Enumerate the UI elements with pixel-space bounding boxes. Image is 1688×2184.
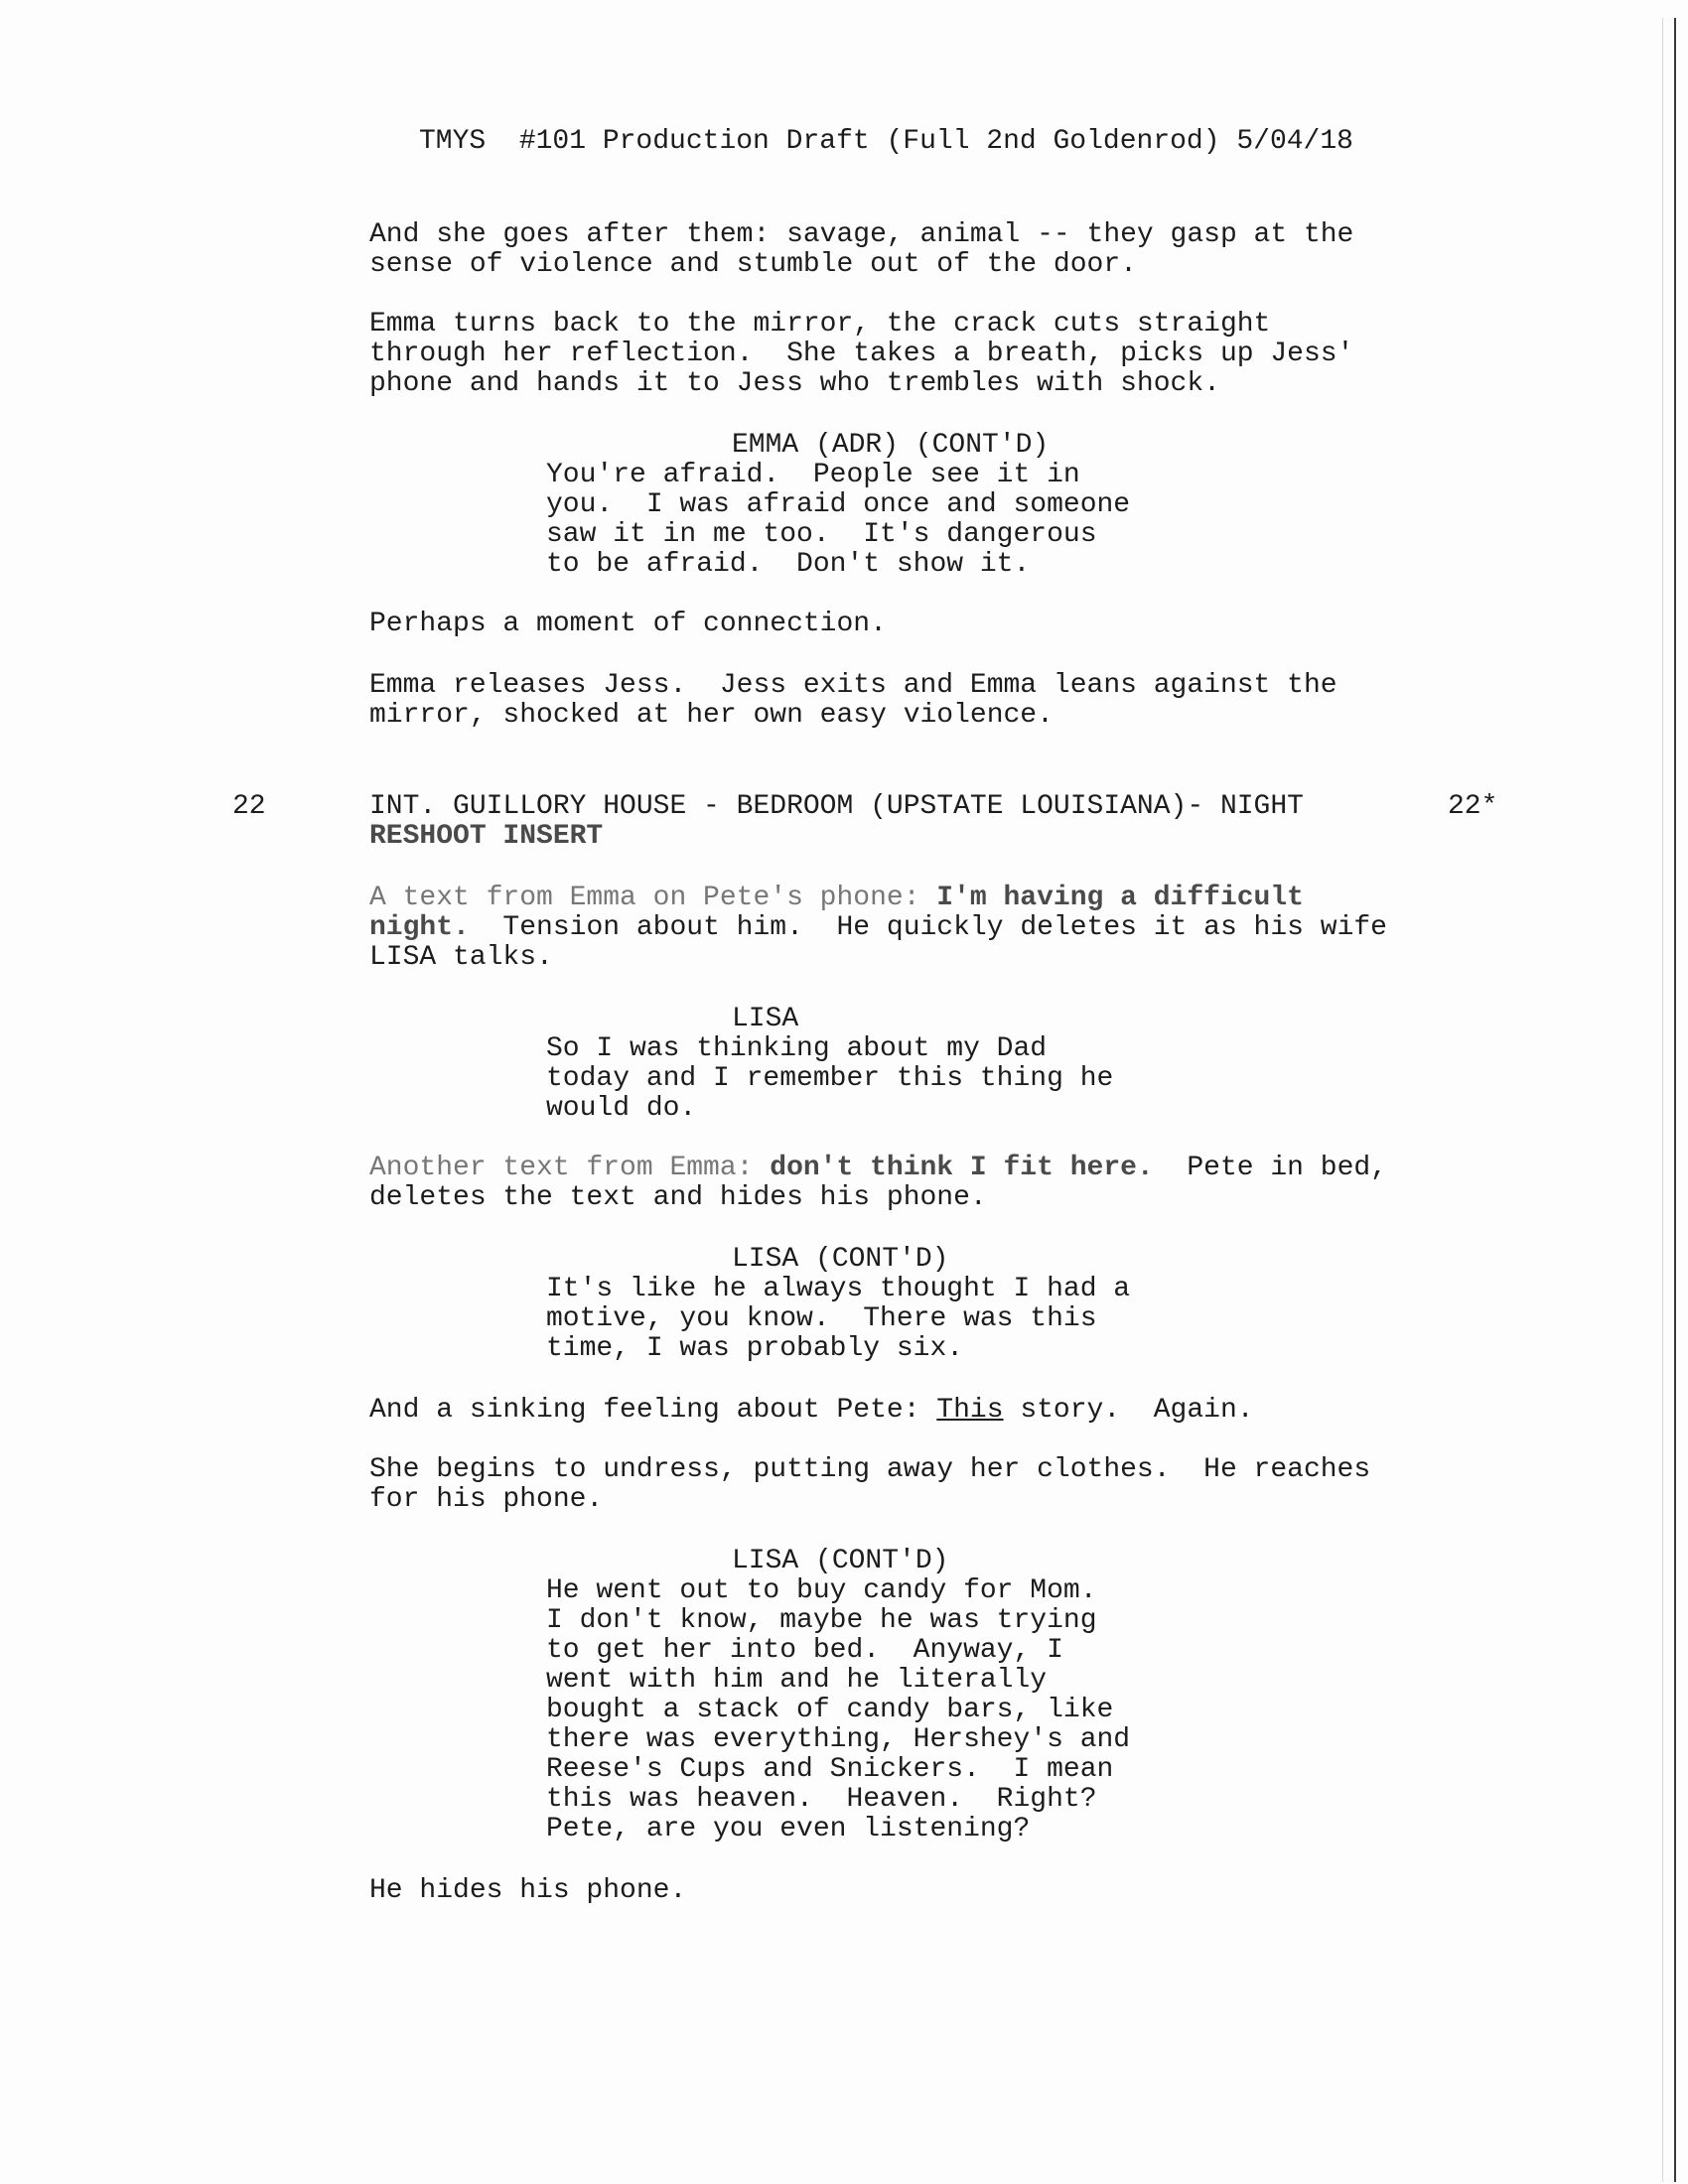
action-line: for his phone. bbox=[369, 1484, 604, 1515]
dialogue-line: Reese's Cups and Snickers. I mean bbox=[546, 1754, 1114, 1785]
text-message-intro: Another text from Emma: bbox=[369, 1153, 771, 1183]
dialogue-line: there was everything, Hershey's and bbox=[546, 1724, 1131, 1755]
character-cue: LISA (CONT'D) bbox=[732, 1546, 949, 1576]
scene-number-right: 22* bbox=[1448, 791, 1498, 822]
action-line: phone and hands it to Jess who trembles with shock. bbox=[369, 368, 1220, 399]
dialogue-line: this was heaven. Heaven. Right? bbox=[546, 1784, 1097, 1815]
scene-number-left: 22 bbox=[232, 791, 266, 822]
character-cue: LISA (CONT'D) bbox=[732, 1244, 949, 1275]
text-message-content: night. bbox=[369, 912, 470, 943]
action-line bbox=[369, 913, 1387, 943]
dialogue-line: bought a stack of candy bars, like bbox=[546, 1695, 1114, 1725]
dialogue-line: to get her into bed. Anyway, I bbox=[546, 1635, 1063, 1666]
action-line: And she goes after them: savage, animal -- they gasp at the bbox=[369, 219, 1354, 250]
character-cue: EMMA (ADR) (CONT'D) bbox=[732, 430, 1050, 461]
dialogue-line: time, I was probably six. bbox=[546, 1333, 964, 1364]
action-line: Perhaps a moment of connection. bbox=[369, 609, 887, 639]
action-line bbox=[369, 1396, 1254, 1426]
action-line: Emma turns back to the mirror, the crack cuts straight bbox=[369, 309, 1271, 340]
action-line: deletes the text and hides his phone. bbox=[369, 1182, 987, 1213]
action-text: Pete in bed, bbox=[1153, 1153, 1387, 1183]
dialogue-line: I don't know, maybe he was trying bbox=[546, 1605, 1097, 1636]
dialogue-line: you. I was afraid once and someone bbox=[546, 489, 1131, 520]
dialogue-line: would do. bbox=[546, 1093, 697, 1124]
character-cue: LISA bbox=[732, 1004, 799, 1034]
text-message-content: I'm having a difficult bbox=[936, 883, 1304, 913]
action-text: Tension about him. He quickly deletes it as his wife bbox=[469, 912, 1387, 943]
dialogue-line: Pete, are you even listening? bbox=[546, 1814, 1031, 1844]
dialogue-line: to be afraid. Don't show it. bbox=[546, 549, 1031, 580]
dialogue-line: You're afraid. People see it in bbox=[546, 460, 1080, 490]
dialogue-line: today and I remember this thing he bbox=[546, 1063, 1114, 1094]
action-line bbox=[369, 884, 1304, 913]
dialogue-line: saw it in me too. It's dangerous bbox=[546, 519, 1097, 550]
action-line: She begins to undress, putting away her clothes. He reaches bbox=[369, 1454, 1371, 1485]
dialogue-line: went with him and he literally bbox=[546, 1665, 1048, 1696]
action-line: LISA talks. bbox=[369, 942, 553, 973]
text-message-intro: A text from Emma on Pete's phone: bbox=[369, 883, 937, 913]
underlined-word: This bbox=[936, 1395, 1004, 1426]
scene-subheading: RESHOOT INSERT bbox=[369, 821, 604, 852]
action-line: He hides his phone. bbox=[369, 1875, 687, 1906]
page-edge-shadow bbox=[1662, 18, 1663, 2182]
scene-heading: INT. GUILLORY HOUSE - BEDROOM (UPSTATE LOUISIANA)- NIGHT bbox=[369, 791, 1304, 822]
page-edge-rule bbox=[1674, 18, 1676, 2182]
dialogue-line: It's like he always thought I had a bbox=[546, 1274, 1131, 1304]
action-line: mirror, shocked at her own easy violence. bbox=[369, 700, 1054, 731]
action-text: story. Again. bbox=[1003, 1395, 1254, 1426]
dialogue-line: So I was thinking about my Dad bbox=[546, 1033, 1048, 1064]
dialogue-line: He went out to buy candy for Mom. bbox=[546, 1575, 1097, 1606]
dialogue-line: motive, you know. There was this bbox=[546, 1303, 1097, 1334]
page-header: TMYS #101 Production Draft (Full 2nd Goldenrod) 5/04/18 bbox=[419, 126, 1353, 157]
action-line: Emma releases Jess. Jess exits and Emma leans against the bbox=[369, 670, 1337, 701]
action-text: And a sinking feeling about Pete: bbox=[369, 1395, 937, 1426]
action-line: through her reflection. She takes a breath, picks up Jess' bbox=[369, 339, 1354, 369]
action-line: sense of violence and stumble out of the door. bbox=[369, 249, 1137, 280]
text-message-content: don't think I fit here. bbox=[770, 1153, 1154, 1183]
action-line bbox=[369, 1154, 1387, 1183]
